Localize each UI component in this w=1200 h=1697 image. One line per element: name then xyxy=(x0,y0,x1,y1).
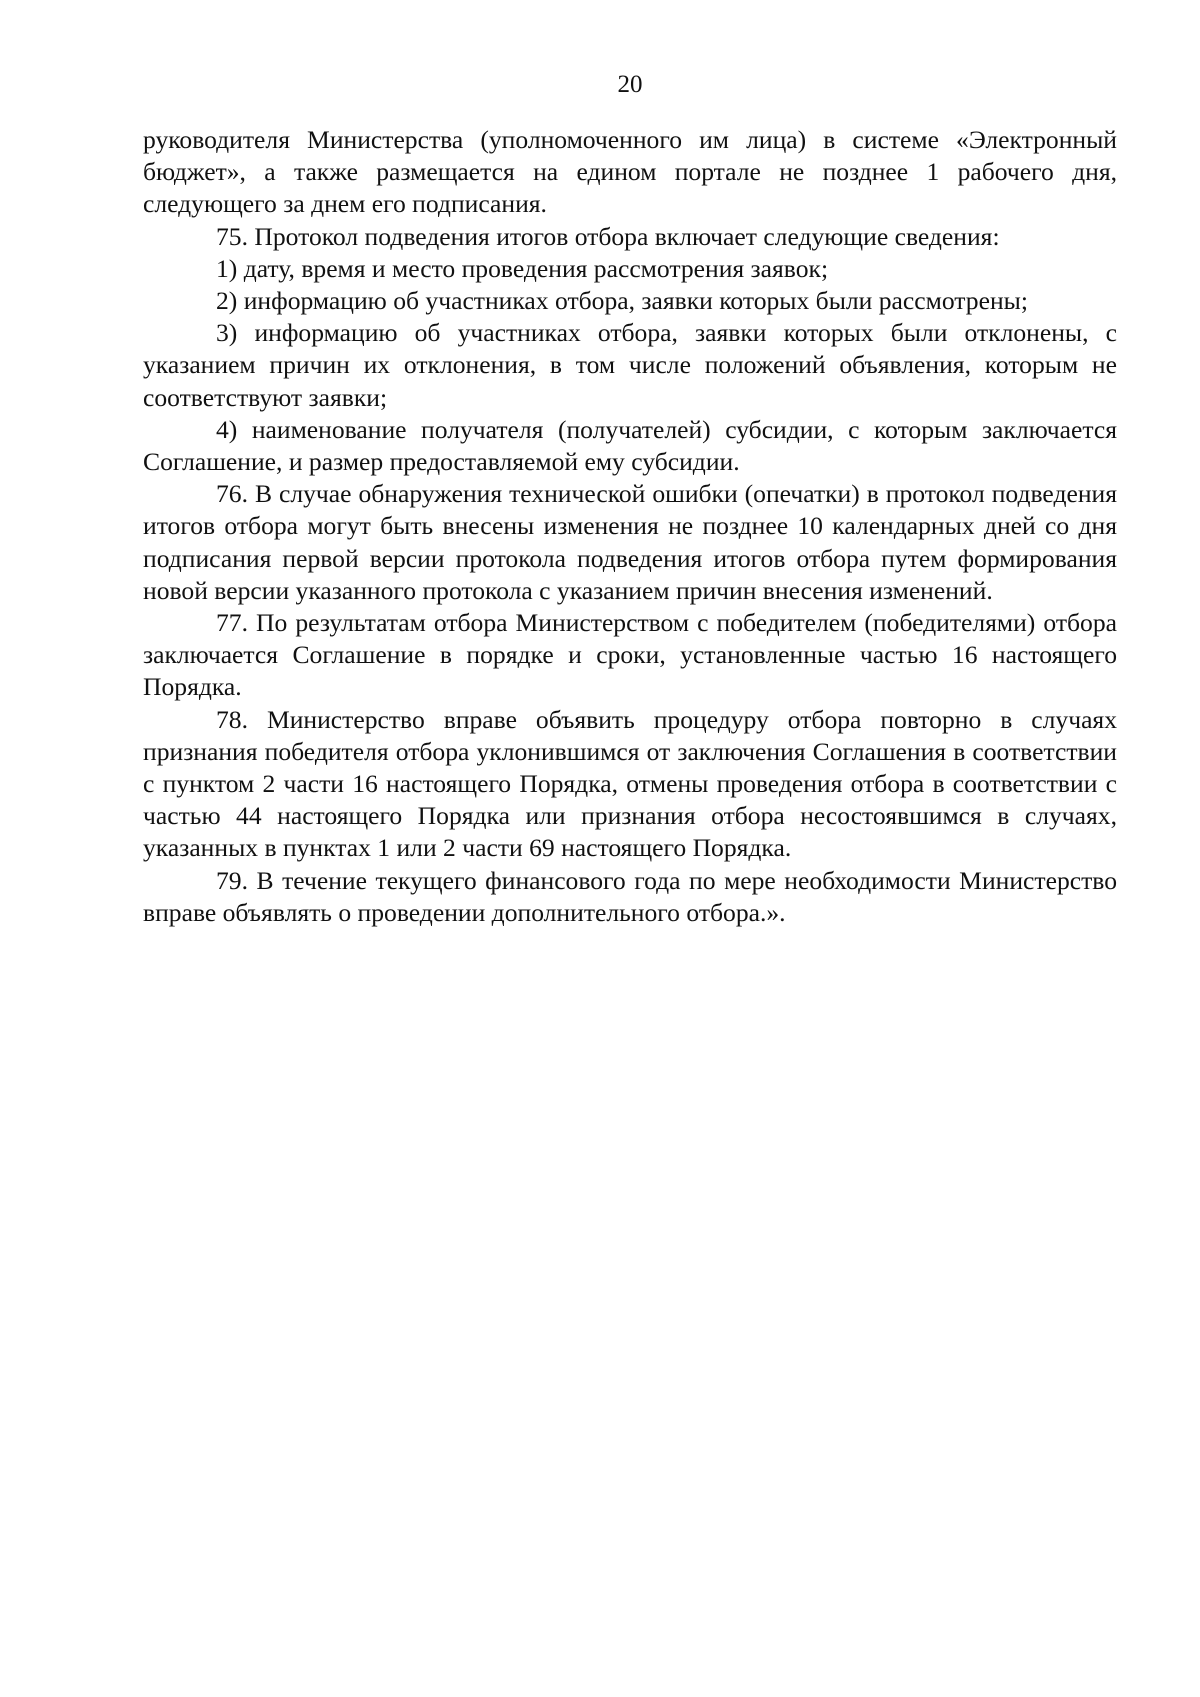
paragraph-75-item-2: 2) информацию об участниках отбора, заявки которых были рассмотрены; xyxy=(216,286,1028,316)
paragraph-75: 75. Протокол подведения итогов отбора включает следующие сведения: xyxy=(216,221,1000,251)
paragraph-79: 79. В течение текущего финансового года по мере необходимости Министерство вправе объявлять о проведении дополнительного отбора.». xyxy=(143,865,1117,927)
page-number: 20 xyxy=(617,71,643,98)
paragraph-76: 76. В случае обнаружения технической ошибки (опечатки) в протокол подведения итогов отбора могут быть внесены изменения не позднее 10 календарных дней со дня подписания первой версии протокола подведения итогов отбора путем формирования новой версии указанного протокола с указанием причин внесения изменений. xyxy=(143,479,1117,605)
paragraph-75-item-4: 4) наименование получателя (получателей) субсидии, с которым заключается Соглашение, и размер предоставляемой ему субсидии. xyxy=(143,414,1117,477)
paragraph-78: 78. Министерство вправе объявить процедуру отбора повторно в случаях признания победителя отбора уклонившимся от заключения Соглашения в соответствии с пунктом 2 части 16 настоящего Порядка, отмены проведения отбора в соответствии с частью 44 настоящего Порядка или признания отбора несостоявшимся в случаях, указанных в пунктах 1 или 2 части 69 настоящего Порядка. xyxy=(143,704,1117,863)
paragraph-continuation: руководителя Министерства (уполномоченного им лица) в системе «Электронный бюджет», а также размещается на едином портале не позднее 1 рабочего дня, следующего за днем его подписания. xyxy=(143,125,1117,219)
document-body xyxy=(143,124,1117,929)
paragraph-75-item-1: 1) дату, время и место проведения рассмотрения заявок; xyxy=(216,253,829,283)
paragraph-77: 77. По результатам отбора Министерством с победителем (победителями) отбора заключается Соглашение в порядке и сроки, установленные частью 16 настоящего Порядка. xyxy=(143,608,1117,702)
paragraph-75-item-3: 3) информацию об участниках отбора, заявки которых были отклонены, с указанием причин их отклонения, в том числе положений объявления, которым не соответствуют заявки; xyxy=(143,318,1117,412)
